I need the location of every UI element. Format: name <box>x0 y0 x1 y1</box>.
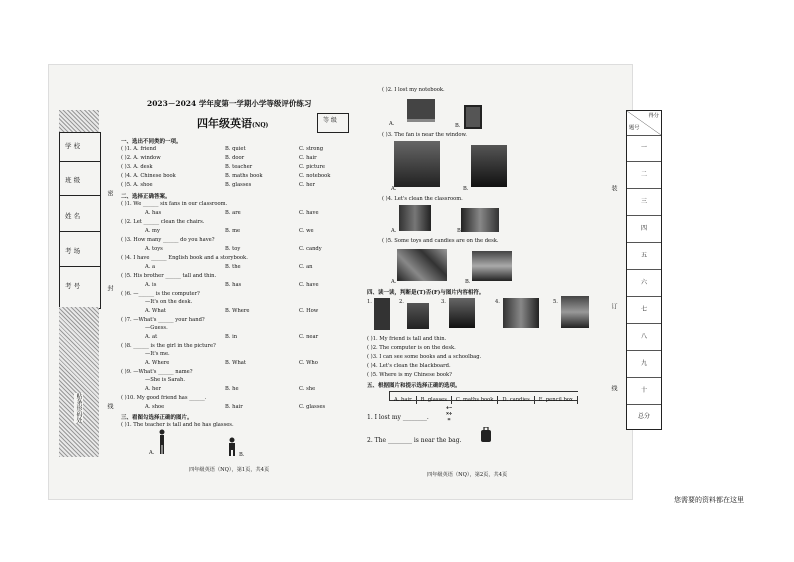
s2-q6-a: A. What <box>145 308 166 314</box>
s1-row-1: ( )1. A. friend <box>121 146 157 152</box>
section2-heading: 二、选择正确答案。 <box>121 194 171 200</box>
notebook-picture <box>464 105 482 129</box>
option-e: E. pencil box <box>535 396 578 404</box>
s3-q4-b: B. <box>457 228 463 234</box>
s2-q9: ( )9. —What's ______ name? <box>121 369 193 375</box>
s2-q10-b: B. hair <box>225 404 243 410</box>
schoolbag-icon <box>479 427 493 443</box>
s5-sentence-1: 1. I lost my ________. <box>367 414 429 421</box>
footer-page1: 四年级英语（NQ），第1页，共4页 <box>189 467 270 473</box>
s2-q6-b: B. Where <box>225 308 250 314</box>
s4-pic-num-5: 5. <box>553 299 558 305</box>
seal-mark-3: 线 <box>106 403 113 409</box>
s1-row-2-b: B. door <box>225 155 245 161</box>
option-c: C. maths book <box>452 396 499 404</box>
s3-q3-a: A. <box>391 186 397 192</box>
s4-picture-2 <box>407 303 429 329</box>
s2-q2-b: B. me <box>225 228 241 234</box>
s5-sentence-2: 2. The ________ is near the bag. <box>367 437 462 444</box>
s2-q10-a: A. shoe <box>145 404 165 410</box>
s4-item-4: ( )4. Let's clean the blackboard. <box>367 363 451 369</box>
s2-q5-c: C. have <box>299 282 319 288</box>
toys-picture-a <box>397 249 447 281</box>
option-box <box>389 391 578 401</box>
s4-picture-4 <box>503 298 539 328</box>
s4-pic-num-3: 3. <box>441 299 446 305</box>
s1-row-1-c: C. strong <box>299 146 324 152</box>
cleaning-picture-a <box>399 205 431 231</box>
s2-q2-c: C. we <box>299 228 314 234</box>
laptop-picture <box>407 99 435 122</box>
s4-picture-3 <box>449 298 475 328</box>
binding-strip-top <box>59 110 99 132</box>
fan-window-picture-a <box>394 141 440 187</box>
s2-q8-reply: —It's me. <box>145 351 170 357</box>
option-a: A. hair <box>390 396 417 404</box>
name-label: 姓 名 <box>65 212 81 220</box>
s3-q4-a: A. <box>391 228 397 234</box>
s2-q2: ( )2. Let ______ clean the chairs. <box>121 219 205 225</box>
s1-row-5-c: C. her <box>299 182 315 188</box>
s2-q8-a: A. Where <box>145 360 170 366</box>
s2-q4-a: A. a <box>145 264 156 270</box>
s2-q8: ( )8. ______ is the girl in the picture? <box>121 343 216 349</box>
s2-q9-c: C. she <box>299 386 316 392</box>
classroom-picture-b <box>461 208 499 232</box>
s2-q4-c: C. an <box>299 264 313 270</box>
s2-q1-b: B. are <box>225 210 241 216</box>
score-table <box>626 110 662 430</box>
exam-title: 2023－2024 学年度第一学期小学等级评价练习 <box>147 99 312 108</box>
s2-q8-c: C. Who <box>299 360 318 366</box>
s2-q6-reply: —It's on the desk. <box>145 299 193 305</box>
s4-item-1: ( )1. My friend is tall and thin. <box>367 336 447 342</box>
s3-q5-b: B. <box>465 279 471 285</box>
s3-q5: ( )5. Some toys and candies are on the desk. <box>382 238 499 244</box>
candies-picture-b <box>472 251 512 281</box>
s1-row-5-b: B. glasses <box>225 182 252 188</box>
s3-q2: ( )2. I lost my notebook. <box>382 87 445 93</box>
s3-q4: ( )4. Let's clean the classroom. <box>382 196 463 202</box>
s4-pic-num-4: 4. <box>495 299 500 305</box>
right-mark-1: 装 <box>610 185 617 191</box>
subject-code: (NQ) <box>252 122 269 129</box>
s2-q5: ( )5. His brother ______ tall and thin. <box>121 273 217 279</box>
exam-sheet <box>48 64 633 500</box>
option-d: D. candies <box>498 396 534 404</box>
grade-box <box>317 113 349 133</box>
option-b: B. glasses <box>417 396 452 404</box>
score-row-total: 总分 <box>637 413 650 420</box>
s3-q1-a: A. <box>149 450 155 456</box>
school-label: 学 校 <box>65 142 81 150</box>
short-man-picture <box>225 437 239 457</box>
student-info-box <box>59 132 101 309</box>
s2-q10-c: C. glasses <box>299 404 326 410</box>
s2-q3-b: B. toy <box>225 246 241 252</box>
footer-page2: 四年级英语（NQ），第2页，共4页 <box>427 472 508 478</box>
s1-row-3-c: C. picture <box>299 164 325 170</box>
s2-q7-a: A. at <box>145 334 158 340</box>
class-label: 班 级 <box>65 176 81 184</box>
s2-q2-a: A. my <box>145 228 160 234</box>
subject-title <box>197 115 268 131</box>
s4-pic-num-1: 1. <box>367 299 372 305</box>
number-label: 考 号 <box>65 282 81 290</box>
s2-q10: ( )10. My good friend has ______. <box>121 395 207 401</box>
s3-q3: ( )3. The fan is near the window. <box>382 132 467 138</box>
s2-q3-c: C. candy <box>299 246 322 252</box>
s2-q5-b: B. has <box>225 282 242 288</box>
s2-q7-b: B. in <box>225 334 238 340</box>
s3-q1: ( )1. The teacher is tall and he has glasses. <box>121 422 234 428</box>
s2-q9-a: A. her <box>145 386 161 392</box>
s3-q1-b: B. <box>239 452 245 458</box>
s1-row-4: ( )4. A. Chinese book <box>121 173 176 179</box>
score-row-4: 四 <box>627 216 661 243</box>
s1-row-3: ( )3. A. desk <box>121 164 153 170</box>
s3-q3-b: B. <box>463 186 469 192</box>
s3-q2-a: A. <box>389 121 395 127</box>
s4-item-5: ( )5. Where is my Chinese book? <box>367 372 452 378</box>
s1-row-4-b: B. maths book <box>225 173 263 179</box>
section4-heading: 四、读一读，判断是(T)否(F)与图片内容相符。 <box>367 290 485 296</box>
s2-q1-a: A. has <box>145 210 162 216</box>
fan-window-picture-b <box>471 145 507 187</box>
s1-row-4-c: C. notebook <box>299 173 331 179</box>
s2-q7-reply: —Guess. <box>145 325 168 331</box>
barcode-area <box>59 307 99 457</box>
seal-mark-2: 封 <box>106 285 113 291</box>
section5-heading: 五、根据图片和提示选择正确的选项。 <box>367 383 461 389</box>
right-mark-2: 订 <box>610 303 617 309</box>
s2-q7: ( )7. —What's ______ your hand? <box>121 317 205 323</box>
s1-row-1-b: B. quiet <box>225 146 246 152</box>
sticker-label: 贴条形码处 <box>75 393 82 423</box>
s4-item-3: ( )3. I can see some books and a schoolbag. <box>367 354 482 360</box>
score-row-8: 八 <box>627 324 661 351</box>
right-mark-3: 线 <box>610 385 617 391</box>
seal-mark-1: 密 <box>106 190 113 196</box>
s4-item-2: ( )2. The computer is on the desk. <box>367 345 456 351</box>
score-table-header <box>627 111 661 136</box>
s3-q2-b: B. <box>455 123 461 129</box>
tall-man-picture <box>155 429 169 455</box>
s2-q4-b: B. the <box>225 264 241 270</box>
s2-q1: ( )1. We ______ six fans in our classroom. <box>121 201 228 207</box>
s2-q1-c: C. have <box>299 210 319 216</box>
s1-row-2-c: C. hair <box>299 155 317 161</box>
score-header-1: 得分 <box>648 113 659 119</box>
section1-heading: 一、选出不同类的一项。 <box>121 139 182 145</box>
maths-book-icon: +− ×÷ = <box>445 405 453 423</box>
grade-box-label: 等 级 <box>323 117 337 124</box>
score-row-5: 五 <box>627 243 661 270</box>
watermark-text: 您需要的资料都在这里 <box>674 496 744 504</box>
s1-row-5: ( )5. A. shoe <box>121 182 153 188</box>
score-row-3: 三 <box>627 189 661 216</box>
s4-picture-5 <box>561 296 589 328</box>
s2-q9-b: B. he <box>225 386 239 392</box>
score-row-1: 一 <box>627 135 661 162</box>
s2-q7-c: C. near <box>299 334 319 340</box>
room-label: 考 场 <box>65 247 81 255</box>
s2-q8-b: B. What <box>225 360 246 366</box>
s1-row-3-b: B. teacher <box>225 164 253 170</box>
s4-picture-1 <box>374 298 390 330</box>
s2-q3: ( )3. How many ______ do you have? <box>121 237 215 243</box>
s2-q9-reply: —She is Sarah. <box>145 377 185 383</box>
score-row-6: 六 <box>627 270 661 297</box>
s3-q5-a: A. <box>391 279 397 285</box>
s2-q6-c: C. How <box>299 308 319 314</box>
s2-q3-a: A. toys <box>145 246 163 252</box>
s1-row-2: ( )2. A. window <box>121 155 161 161</box>
s4-pic-num-2: 2. <box>399 299 404 305</box>
section3-heading: 三、看图勾选择正确的图片。 <box>121 415 193 421</box>
score-header-2: 题号 <box>629 125 640 131</box>
s2-q6: ( )6. —______ is the computer? <box>121 291 200 297</box>
score-row-2: 二 <box>627 162 661 189</box>
score-row-10: 十 <box>627 378 661 405</box>
score-row-9: 九 <box>627 351 661 378</box>
s2-q4: ( )4. I have ______ English book and a storybook. <box>121 255 248 261</box>
s2-q5-a: A. is <box>145 282 157 288</box>
score-row-7: 七 <box>627 297 661 324</box>
subject-title-text: 四年级英语 <box>197 117 252 130</box>
